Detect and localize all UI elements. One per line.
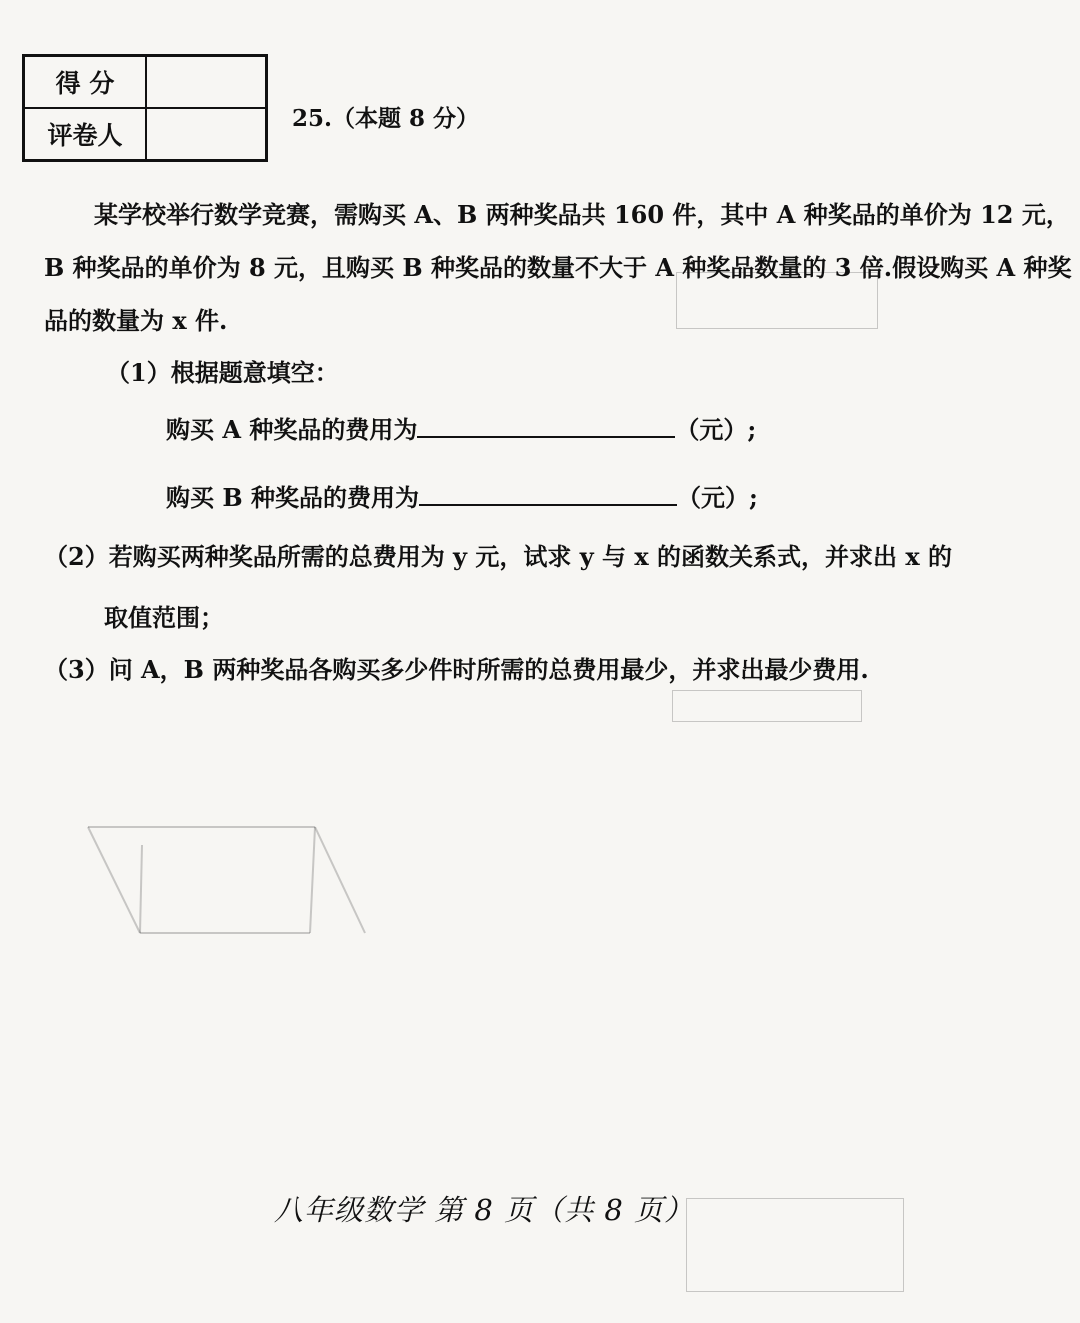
- part2-line1: （2）若购买两种奖品所需的总费用为 y 元，试求 y 与 x 的函数关系式，并求出 x 的: [44, 542, 953, 571]
- unit-a: （元）;: [675, 415, 757, 444]
- bleed-through-box: [672, 690, 862, 722]
- fill-b-label: 购买 B 种奖品的费用为: [166, 483, 419, 512]
- score-cell: [146, 56, 267, 109]
- part3-text: （3）问 A，B 两种奖品各购买多少件时所需的总费用最少，并求出最少费用.: [44, 655, 869, 684]
- question-header: 25.（本题 8 分）: [292, 105, 480, 132]
- grader-label: 评卷人: [24, 108, 147, 161]
- fill-line-a: [166, 410, 756, 445]
- question-stem: 某学校举行数学竞赛，需购买 A、B 两种奖品共 160 件，其中 A 种奖品的单价为 12 元，B 种奖品的单价为 8 元，且购买 B 种奖品的数量不大于 A 种奖品数量的 3 倍.假设购买 A 种奖品的数量为 x 件.: [44, 200, 1072, 335]
- bleed-through-box: [686, 1198, 904, 1292]
- grader-cell: [146, 108, 267, 161]
- answer-blank-b[interactable]: [419, 478, 677, 506]
- fill-a-label: 购买 A 种奖品的费用为: [166, 415, 418, 444]
- page-footer: 八年级数学 第 8 页（共 8 页）: [274, 1193, 694, 1227]
- unit-b: （元）;: [677, 483, 758, 512]
- bleed-through-figure: [70, 815, 390, 955]
- answer-blank-a[interactable]: [417, 410, 675, 438]
- score-label: 得 分: [24, 56, 147, 109]
- part1-prompt: （1）根据题意填空：: [106, 358, 339, 387]
- score-box: [22, 54, 268, 162]
- fill-line-b: [166, 478, 758, 513]
- part2-line2: 取值范围；: [104, 603, 224, 632]
